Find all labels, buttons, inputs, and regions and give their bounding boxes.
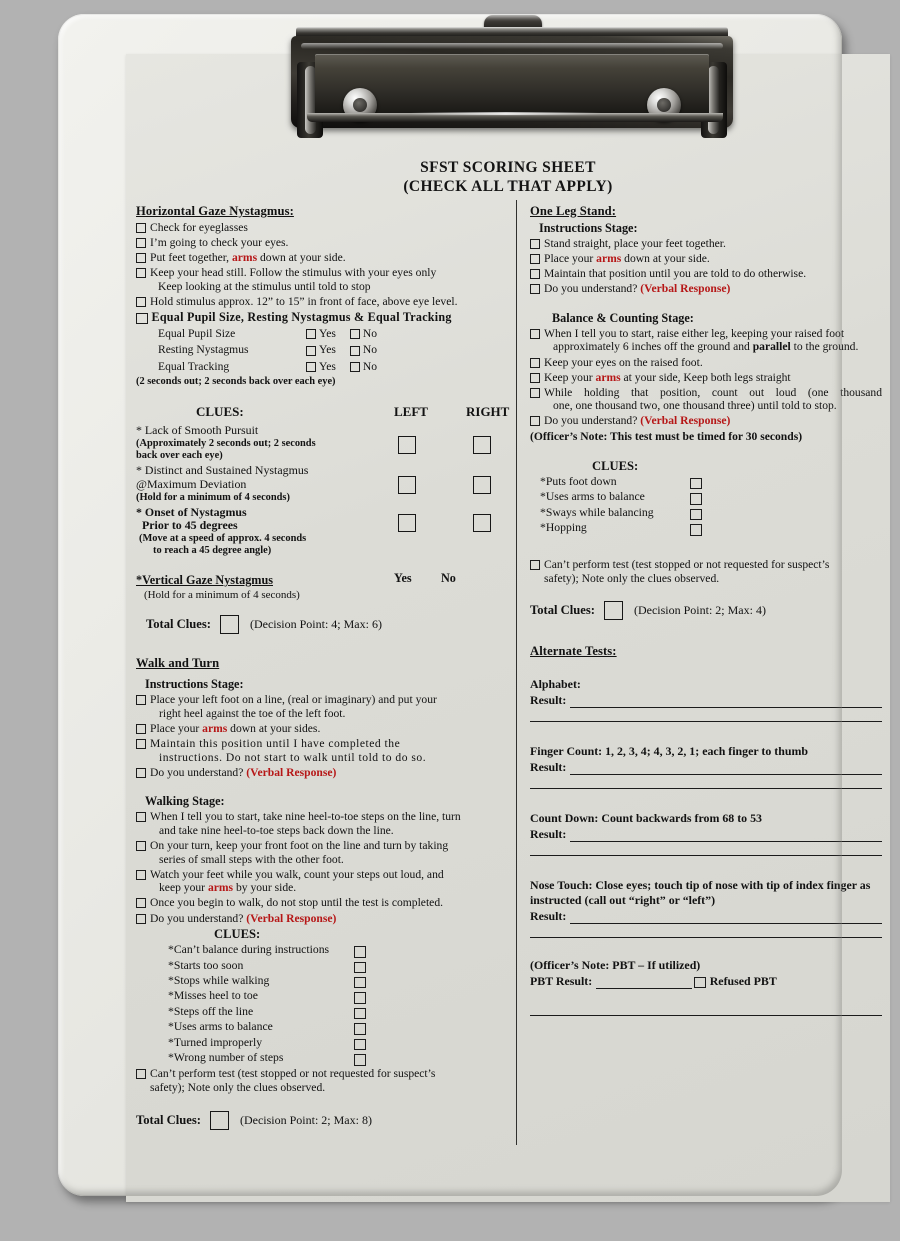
wat-walk-3-label: Watch your feet while you walk, count your steps out loud, and keep your arms by your side. bbox=[150, 867, 444, 895]
ols-clue-3-label: *Sways while balancing bbox=[540, 505, 654, 519]
emphasis-arms: arms bbox=[231, 251, 258, 265]
hgn-item-2-label: I’m going to check your eyes. bbox=[150, 236, 289, 250]
checkbox-icon[interactable] bbox=[136, 870, 146, 880]
emphasis-arms: arms bbox=[595, 370, 621, 384]
checkbox-icon[interactable] bbox=[136, 297, 146, 307]
hgn-item-5-label: Hold stimulus approx. 12” to 15” in front of face, above eye level. bbox=[150, 294, 458, 308]
verbal-response-note: (Verbal Response) bbox=[246, 911, 337, 925]
ols-balance-2[interactable] bbox=[530, 356, 882, 370]
wat-walk-1[interactable] bbox=[136, 810, 508, 837]
wat-walk-2-label: On your turn, keep your front foot on the line and turn by taking series of small steps with the other foot. bbox=[150, 839, 449, 866]
wat-clue-2-label: *Starts too soon bbox=[168, 958, 244, 972]
hgn-item-2[interactable] bbox=[136, 236, 508, 250]
ols-instr-4[interactable] bbox=[530, 282, 882, 296]
ols-balance-4[interactable] bbox=[530, 386, 882, 413]
alt-test-4-result-label: Result: bbox=[530, 909, 567, 924]
hgn-total-clues-box[interactable] bbox=[220, 615, 239, 634]
ols-clue-2[interactable] bbox=[530, 489, 882, 505]
alt-test-4-result-row[interactable] bbox=[530, 909, 882, 924]
checkbox-icon[interactable] bbox=[354, 962, 366, 974]
wat-instr-2-label: Place your arms down at your sides. bbox=[150, 722, 321, 736]
alt-test-2-result-row[interactable] bbox=[530, 760, 882, 775]
ols-balance-stage-label: Balance & Counting Stage: bbox=[552, 310, 694, 325]
ols-instr-4-label: Do you understand? (Verbal Response) bbox=[544, 282, 731, 296]
wat-clue-7[interactable] bbox=[136, 1035, 508, 1050]
ols-clue-2-label: *Uses arms to balance bbox=[540, 490, 645, 504]
hgn-clue-1-note2: back over each eye) bbox=[136, 450, 223, 462]
checkbox-icon[interactable] bbox=[354, 1008, 366, 1020]
hgn-yesno-row-1[interactable] bbox=[158, 326, 508, 343]
pbt-extra-line[interactable] bbox=[530, 1015, 882, 1016]
checkbox-icon[interactable] bbox=[350, 346, 360, 356]
pbt-row[interactable] bbox=[530, 974, 882, 989]
hgn-item-4-line2: Keep looking at the stimulus until told to stop bbox=[158, 279, 371, 293]
alt-test-3-result-label: Result: bbox=[530, 827, 567, 842]
checkbox-icon[interactable] bbox=[530, 269, 540, 279]
wat-total-clues-label: Total Clues: bbox=[136, 1112, 201, 1127]
wat-clue-8-label: *Wrong number of steps bbox=[168, 1051, 284, 1064]
wat-clue-1[interactable] bbox=[136, 942, 508, 957]
checkbox-icon[interactable] bbox=[136, 914, 146, 924]
alt-test-3-result-row[interactable] bbox=[530, 827, 882, 842]
checkbox-icon[interactable] bbox=[530, 284, 540, 294]
ols-cant-perform[interactable] bbox=[530, 558, 882, 585]
column-header-left: LEFT bbox=[394, 404, 428, 420]
ols-clue-1[interactable] bbox=[530, 474, 882, 490]
checkbox-icon[interactable] bbox=[530, 560, 540, 570]
checkbox-icon[interactable] bbox=[136, 313, 148, 325]
pbt-result-input[interactable] bbox=[596, 977, 692, 989]
checkbox-icon[interactable] bbox=[694, 977, 706, 989]
alt-test-1-result-row[interactable] bbox=[530, 693, 882, 708]
ols-total-clues-box[interactable] bbox=[604, 601, 623, 620]
wat-decision-point: (Decision Point: 2; Max: 8) bbox=[239, 1112, 372, 1127]
wat-walking-stage-label: Walking Stage: bbox=[145, 794, 225, 809]
wat-instructions-stage-label: Instructions Stage: bbox=[145, 677, 244, 692]
wat-clue-5[interactable] bbox=[136, 1004, 508, 1019]
checkbox-icon[interactable] bbox=[136, 1069, 146, 1079]
wat-walk-4[interactable] bbox=[136, 896, 508, 910]
section-heading-wat: Walk and Turn bbox=[136, 656, 220, 671]
hgn-item-6-label: Equal Pupil Size, Resting Nystagmus & Equal Tracking bbox=[151, 309, 452, 324]
emphasis-arms: arms bbox=[596, 252, 622, 266]
checkbox-icon[interactable] bbox=[136, 238, 146, 248]
checkbox-icon[interactable] bbox=[354, 946, 366, 958]
yes-option[interactable]: Yes bbox=[306, 342, 336, 359]
clipboard-board bbox=[58, 14, 882, 1196]
checkbox-icon[interactable] bbox=[354, 977, 366, 989]
checkbox-icon[interactable] bbox=[136, 724, 146, 734]
alt-test-1-result-label: Result: bbox=[530, 693, 567, 708]
wat-walk-1-line2: and take nine heel-to-toe steps back down the line. bbox=[159, 824, 394, 837]
checkbox-icon[interactable] bbox=[530, 388, 540, 398]
checkbox-icon[interactable] bbox=[530, 373, 540, 383]
hgn-clues-header-row bbox=[136, 404, 508, 422]
alt-test-4-title2: instructed (call out “right” or “left”) bbox=[530, 893, 716, 908]
ols-clue-3[interactable] bbox=[530, 505, 882, 521]
hgn-clue-1-left-checkbox[interactable] bbox=[398, 436, 416, 454]
wat-clue-8[interactable] bbox=[136, 1050, 508, 1065]
pbt-officer-note: (Officer’s Note: PBT – If utilized) bbox=[530, 958, 701, 973]
checkbox-icon[interactable] bbox=[690, 493, 702, 505]
hgn-clue-1-right-checkbox[interactable] bbox=[473, 436, 491, 454]
hgn-clue-3-left-checkbox[interactable] bbox=[398, 514, 416, 532]
row-label: Equal Pupil Size bbox=[158, 326, 236, 340]
ols-cant-perform-line2: safety); Note only the clues observed. bbox=[544, 571, 720, 585]
wat-walk-4-label: Once you begin to walk, do not stop until the test is completed. bbox=[150, 896, 444, 910]
checkbox-icon[interactable] bbox=[530, 329, 540, 339]
wat-clue-6-label: *Uses arms to balance bbox=[168, 1020, 273, 1034]
title-line-2: (CHECK ALL THAT APPLY) bbox=[403, 178, 613, 195]
checkbox-icon[interactable] bbox=[136, 268, 146, 278]
no-option[interactable]: No bbox=[350, 359, 377, 376]
wat-total-clues-box[interactable] bbox=[210, 1111, 229, 1130]
checkbox-icon[interactable] bbox=[136, 253, 146, 263]
checkbox-icon[interactable] bbox=[690, 524, 702, 536]
wat-cant-perform[interactable] bbox=[136, 1067, 508, 1094]
hgn-decision-point: (Decision Point: 4; Max: 6) bbox=[249, 617, 382, 632]
wat-walk-2[interactable] bbox=[136, 839, 508, 866]
row-label: Equal Tracking bbox=[158, 359, 230, 373]
wat-clues-header: CLUES: bbox=[214, 927, 261, 942]
checkbox-icon[interactable] bbox=[136, 739, 146, 749]
pbt-result-label: PBT Result: bbox=[530, 974, 593, 989]
checkbox-icon[interactable] bbox=[306, 329, 316, 339]
ols-balance-3[interactable] bbox=[530, 371, 882, 385]
ols-officer-note: (Officer’s Note: This test must be timed for 30 seconds) bbox=[530, 429, 803, 443]
wat-instr-3[interactable] bbox=[136, 737, 508, 764]
vgn-note: (Hold for a minimum of 4 seconds) bbox=[144, 589, 300, 602]
vgn-row bbox=[136, 571, 508, 601]
hgn-clue-2-note1: (Hold for a minimum of 4 seconds) bbox=[136, 491, 290, 503]
clip-highlight bbox=[411, 112, 601, 115]
alt-test-2-result-label: Result: bbox=[530, 760, 567, 775]
wat-total-clues-row[interactable] bbox=[136, 1111, 508, 1130]
hgn-item-4[interactable] bbox=[136, 266, 508, 293]
hgn-clue-3-note2: to reach a 45 degree angle) bbox=[153, 545, 272, 557]
title-line-1: SFST SCORING SHEET bbox=[420, 159, 596, 176]
wat-instr-3-label: Maintain this position until I have completed the instructions. Do not start to walk until told to do so. bbox=[150, 737, 427, 764]
no-option[interactable]: No bbox=[350, 326, 377, 343]
checkbox-icon[interactable] bbox=[530, 416, 540, 426]
hgn-item-3-label: Put feet together, arms down at your side. bbox=[150, 251, 346, 265]
ols-instr-2-label: Place your arms down at your side. bbox=[544, 252, 710, 266]
row-label: Resting Nystagmus bbox=[158, 343, 249, 357]
wat-clue-7-label: *Turned improperly bbox=[168, 1035, 263, 1049]
checkbox-icon[interactable] bbox=[690, 509, 702, 521]
checkbox-icon[interactable] bbox=[530, 358, 540, 368]
alt-test-4-result-input[interactable] bbox=[570, 912, 882, 924]
wat-cant-perform-label: Can’t perform test (test stopped or not requested for suspect’s safety); Note only the clues observed. bbox=[150, 1067, 436, 1094]
wat-instr-4-label: Do you understand? (Verbal Response) bbox=[150, 765, 337, 779]
wat-clue-4-label: *Misses heel to toe bbox=[168, 989, 258, 1003]
hgn-clue-2-text: * Distinct and Sustained Nystagmus @Maximum Deviation (Hold for a minimum of 4 seconds) bbox=[136, 464, 391, 503]
alt-test-4-title: Nose Touch: Close eyes; touch tip of nose with tip of index finger as bbox=[530, 878, 871, 893]
ols-clues-header: CLUES: bbox=[592, 458, 639, 473]
wat-walk-3-line2: keep your arms by your side. bbox=[159, 881, 297, 895]
alt-test-1-title: Alphabet: bbox=[530, 677, 581, 692]
checkbox-icon[interactable] bbox=[136, 841, 146, 851]
wat-cant-perform-line2: safety); Note only the clues observed. bbox=[150, 1081, 326, 1094]
hgn-clue-3-text: * Onset of Nystagmus Prior to 45 degrees (Move at a speed of approx. 4 seconds to reach a 45 degree angle) bbox=[136, 506, 391, 558]
hgn-clue-row-1[interactable] bbox=[136, 424, 508, 462]
ols-balance-5-label: Do you understand? (Verbal Response) bbox=[544, 414, 731, 428]
checkbox-icon[interactable] bbox=[690, 478, 702, 490]
clip-body[interactable] bbox=[291, 36, 733, 128]
alt-test-1-extra-line[interactable] bbox=[530, 721, 882, 722]
section-heading-ols: One Leg Stand: bbox=[530, 204, 617, 218]
wat-instr-4[interactable] bbox=[136, 766, 508, 780]
alt-test-2-result-input[interactable] bbox=[570, 763, 882, 775]
hgn-yesno-row-3[interactable] bbox=[158, 359, 508, 376]
ols-instr-3[interactable] bbox=[530, 267, 882, 281]
wat-clue-5-label: *Steps off the line bbox=[168, 1004, 254, 1018]
hgn-total-clues-row[interactable] bbox=[146, 615, 508, 634]
page-title bbox=[126, 158, 890, 196]
wat-clue-4[interactable] bbox=[136, 988, 508, 1003]
hgn-clue-3-title2: Prior to 45 degrees bbox=[142, 518, 238, 533]
hgn-item-3[interactable] bbox=[136, 251, 508, 265]
alt-test-3-title: Count Down: Count backwards from 68 to 53 bbox=[530, 811, 762, 826]
section-heading-alternate: Alternate Tests: bbox=[530, 644, 617, 659]
vgn-no-label: No bbox=[441, 571, 456, 586]
right-column bbox=[530, 204, 882, 1016]
ols-balance-5[interactable] bbox=[530, 414, 882, 428]
wat-walk-5-label: Do you understand? (Verbal Response) bbox=[150, 911, 337, 925]
wat-instr-1-label: Place your left foot on a line, (real or imaginary) and put your right heel against the toe of the left foot. bbox=[150, 693, 437, 720]
hgn-clue-3-note1: (Move at a speed of approx. 4 seconds bbox=[139, 532, 307, 544]
clipboard-clip[interactable] bbox=[288, 14, 738, 139]
clip-spring-arm-right bbox=[708, 66, 719, 134]
alt-test-2-title: Finger Count: 1, 2, 3, 4; 4, 3, 2, 1; each finger to thumb bbox=[530, 744, 808, 759]
checkbox-icon[interactable] bbox=[354, 1054, 366, 1066]
ols-balance-2-label: Keep your eyes on the raised foot. bbox=[544, 355, 703, 369]
ols-balance-1-line2: approximately 6 inches off the ground and parallel to the ground. bbox=[553, 340, 859, 354]
wat-instr-1[interactable] bbox=[136, 693, 508, 720]
ols-total-clues-row[interactable] bbox=[530, 601, 882, 620]
ols-balance-4-label: While holding that position, count out loud (one thousand one, one thousand two, one thousand three) until told to stop. bbox=[544, 385, 882, 413]
section-heading-hgn: Horizontal Gaze Nystagmus: bbox=[136, 204, 294, 218]
ols-instr-3-label: Maintain that position until you are told to do otherwise. bbox=[544, 267, 807, 281]
hgn-item-1[interactable] bbox=[136, 221, 508, 235]
wat-walk-3[interactable] bbox=[136, 868, 508, 895]
checkbox-icon[interactable] bbox=[354, 1039, 366, 1051]
ols-decision-point: (Decision Point: 2; Max: 4) bbox=[633, 603, 766, 618]
checkbox-icon[interactable] bbox=[136, 768, 146, 778]
column-divider bbox=[516, 200, 517, 1145]
alt-test-3-extra-line[interactable] bbox=[530, 855, 882, 856]
checkbox-icon[interactable] bbox=[530, 239, 540, 249]
no-option[interactable]: No bbox=[350, 342, 377, 359]
ols-balance-3-label: Keep your arms at your side, Keep both legs straight bbox=[544, 370, 791, 384]
checkbox-icon[interactable] bbox=[350, 362, 360, 372]
alt-test-1-result-input[interactable] bbox=[570, 696, 882, 708]
verbal-response-note: (Verbal Response) bbox=[640, 414, 731, 428]
wat-clue-2[interactable] bbox=[136, 958, 508, 973]
wat-clue-1-label: *Can’t balance during instructions bbox=[168, 943, 330, 957]
ols-clue-1-label: *Puts foot down bbox=[540, 474, 617, 488]
ols-clue-4[interactable] bbox=[530, 520, 882, 536]
verbal-response-note: (Verbal Response) bbox=[246, 765, 337, 779]
checkbox-icon[interactable] bbox=[350, 329, 360, 339]
hgn-item-5[interactable] bbox=[136, 295, 508, 309]
hgn-timing-note: (2 seconds out; 2 seconds back over each eye) bbox=[136, 376, 336, 388]
hgn-clue-1-note1: (Approximately 2 seconds out; 2 seconds bbox=[136, 437, 316, 449]
verbal-response-note: (Verbal Response) bbox=[640, 282, 731, 296]
wat-instr-2[interactable] bbox=[136, 722, 508, 736]
wat-instr-1-line2: right heel against the toe of the left foot. bbox=[159, 706, 346, 720]
emphasis-parallel: parallel bbox=[752, 340, 791, 354]
hgn-clue-row-2[interactable] bbox=[136, 464, 508, 503]
ols-instr-1[interactable] bbox=[530, 237, 882, 251]
ols-balance-1-label: When I tell you to start, raise either leg, keeping your raised foot approximately 6 inches off the ground and parallel to the ground. bbox=[544, 326, 859, 354]
alt-test-3-result-input[interactable] bbox=[570, 830, 882, 842]
wat-instr-3-line2: instructions. Do not start to walk until told to do so. bbox=[159, 750, 427, 764]
hgn-total-clues-label: Total Clues: bbox=[146, 617, 211, 632]
ols-balance-1[interactable] bbox=[530, 327, 882, 354]
wat-clue-3-label: *Stops while walking bbox=[168, 973, 270, 987]
checkbox-icon[interactable] bbox=[136, 812, 146, 822]
ols-cant-perform-label: Can’t perform test (test stopped or not requested for suspect’s safety); Note only the clues observed. bbox=[544, 557, 830, 585]
scoring-sheet-paper bbox=[126, 54, 890, 1202]
hgn-clue-1-text: * Lack of Smooth Pursuit (Approximately 2 seconds out; 2 seconds back over each eye) bbox=[136, 424, 391, 462]
yes-option[interactable]: Yes bbox=[306, 326, 336, 343]
hgn-item-1-label: Check for eyeglasses bbox=[150, 221, 248, 234]
hgn-clue-row-3[interactable] bbox=[136, 506, 508, 558]
ols-instr-1-label: Stand straight, place your feet together. bbox=[544, 237, 726, 250]
left-column bbox=[136, 204, 508, 1130]
wat-walk-1-label: When I tell you to start, take nine heel-to-toe steps on the line, turn and take nine heel-to-toe steps back down the line. bbox=[150, 810, 461, 837]
checkbox-icon[interactable] bbox=[306, 362, 316, 372]
hgn-yesno-row-2[interactable] bbox=[158, 342, 508, 359]
wat-walk-2-line2: series of small steps with the other foot. bbox=[159, 852, 344, 866]
pbt-refused-label: Refused PBT bbox=[709, 974, 777, 989]
checkbox-icon[interactable] bbox=[136, 898, 146, 908]
hgn-clue-3-right-checkbox[interactable] bbox=[473, 514, 491, 532]
yes-option[interactable]: Yes bbox=[306, 359, 336, 376]
wat-clue-6[interactable] bbox=[136, 1019, 508, 1034]
emphasis-arms: arms bbox=[202, 722, 228, 736]
emphasis-arms: arms bbox=[207, 881, 234, 895]
checkbox-icon[interactable] bbox=[354, 1023, 366, 1035]
checkbox-icon[interactable] bbox=[136, 223, 146, 233]
vgn-yes-label: Yes bbox=[394, 571, 412, 586]
wat-clue-3[interactable] bbox=[136, 973, 508, 988]
hgn-item-4-label: Keep your head still. Follow the stimulus with your eyes only Keep looking at the stimulus until told to stop bbox=[150, 266, 437, 293]
checkbox-icon[interactable] bbox=[354, 992, 366, 1004]
hgn-clue-2-left-checkbox[interactable] bbox=[398, 476, 416, 494]
ols-balance-4-line2: one, one thousand two, one thousand three) until told to stop. bbox=[553, 399, 837, 413]
alt-test-2-extra-line[interactable] bbox=[530, 788, 882, 789]
ols-instr-2[interactable] bbox=[530, 252, 882, 266]
checkbox-icon[interactable] bbox=[530, 254, 540, 264]
ols-clue-4-label: *Hopping bbox=[540, 521, 587, 535]
alt-test-4-extra-line[interactable] bbox=[530, 937, 882, 938]
checkbox-icon[interactable] bbox=[136, 695, 146, 705]
hgn-clues-header: CLUES: bbox=[196, 404, 244, 420]
wat-walk-5[interactable] bbox=[136, 912, 508, 926]
column-header-right: RIGHT bbox=[466, 404, 510, 420]
ols-total-clues-label: Total Clues: bbox=[530, 603, 595, 618]
ols-instructions-stage-label: Instructions Stage: bbox=[539, 221, 638, 235]
checkbox-icon[interactable] bbox=[306, 346, 316, 356]
hgn-clue-2-right-checkbox[interactable] bbox=[473, 476, 491, 494]
hgn-item-6[interactable] bbox=[136, 311, 508, 325]
hgn-clue-2-title2: @Maximum Deviation bbox=[136, 476, 247, 491]
vgn-label: *Vertical Gaze Nystagmus bbox=[136, 573, 273, 588]
